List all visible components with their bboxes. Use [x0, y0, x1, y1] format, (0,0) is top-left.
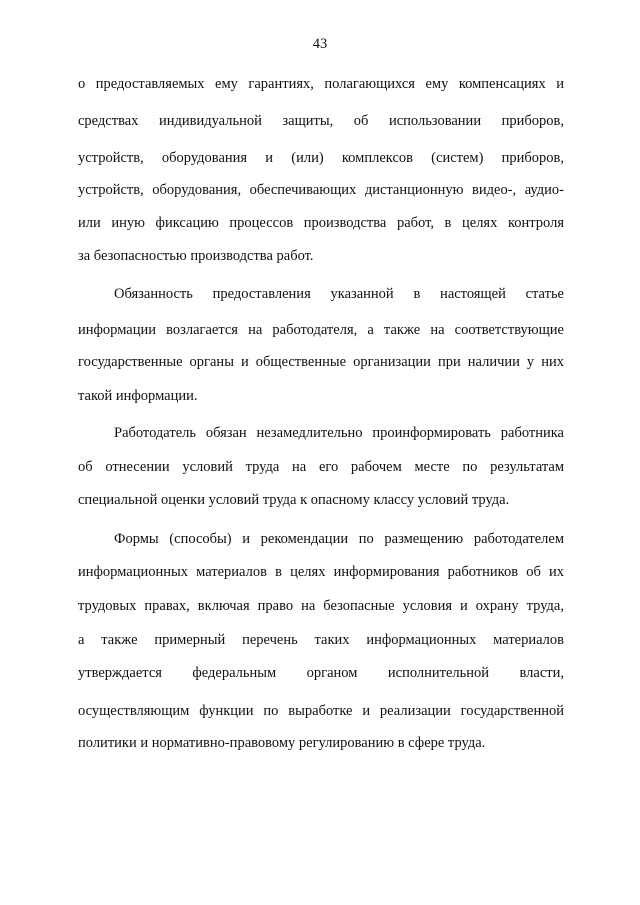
text-line: политики и нормативно-правовому регулированию в сфере труда. — [78, 735, 486, 751]
text-line: а также примерный перечень таких информационных материалов — [78, 632, 564, 648]
text-line: Формы (способы) и рекомендации по размещению работодателем — [114, 531, 564, 547]
page-number: 43 — [312, 36, 328, 52]
text-line: средствах индивидуальной защиты, об использовании приборов, — [78, 113, 564, 129]
text-line: или иную фиксацию процессов производства работ, в целях контроля — [78, 215, 564, 231]
text-line: такой информации. — [78, 388, 198, 404]
text-line: трудовых правах, включая право на безопасные условия и охрану труда, — [78, 598, 564, 614]
text-line: государственные органы и общественные организации при наличии у них — [78, 354, 564, 370]
text-line: об отнесении условий труда на его рабочем месте по результатам — [78, 459, 564, 475]
text-line: специальной оценки условий труда к опасному классу условий труда. — [78, 492, 510, 508]
text-line: устройств, оборудования и (или) комплексов (систем) приборов, — [78, 150, 564, 166]
text-line: информационных материалов в целях информирования работников об их — [78, 564, 564, 580]
text-line: за безопасностью производства работ. — [78, 248, 314, 264]
text-line: Работодатель обязан незамедлительно проинформировать работника — [114, 425, 564, 441]
text-line: о предоставляемых ему гарантиях, полагающихся ему компенсациях и — [78, 76, 564, 92]
text-line: утверждается федеральным органом исполнительной власти, — [78, 665, 564, 681]
text-line: осуществляющим функции по выработке и реализации государственной — [78, 703, 564, 719]
text-line: устройств, оборудования, обеспечивающих дистанционную видео-, аудио- — [78, 182, 564, 198]
text-line: информации возлагается на работодателя, а также на соответствующие — [78, 322, 564, 338]
text-line: Обязанность предоставления указанной в настоящей статье — [114, 286, 564, 302]
